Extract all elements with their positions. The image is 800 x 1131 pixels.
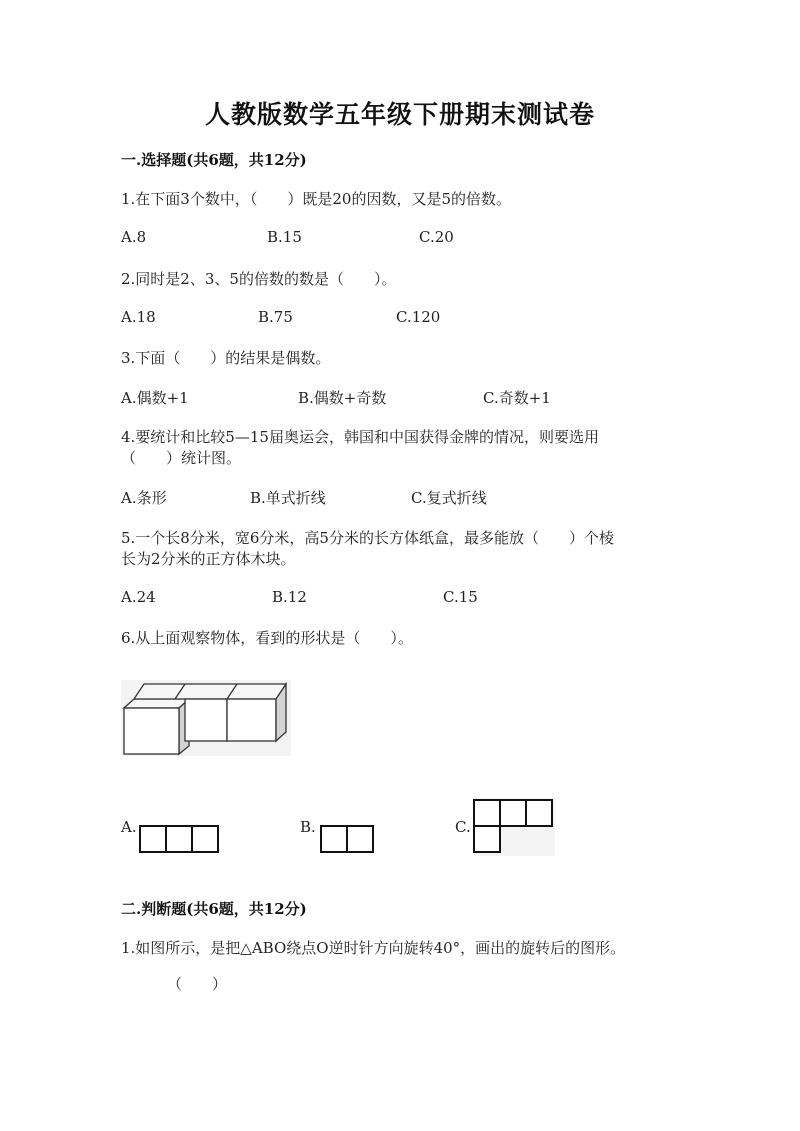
question-2-option-c: C.120	[396, 308, 441, 326]
question-2-text: 2.同时是2、3、5的倍数的数是（ ）。	[121, 270, 397, 288]
question-5-text-line2: 长为2分米的正方体木块。	[121, 550, 296, 568]
question-4-option-b: B.单式折线	[250, 489, 326, 507]
option-b-two-squares-figure	[320, 825, 374, 853]
option-a-three-squares-figure	[139, 825, 219, 853]
question-3-option-b: B.偶数+奇数	[298, 389, 387, 407]
question-1-option-c: C.20	[419, 228, 454, 246]
section-heading-choice: 一.选择题(共6题，共12分)	[121, 151, 307, 169]
question-4-text-line2: （ ）统计图。	[121, 449, 242, 467]
question-6-option-c: C.	[455, 818, 471, 836]
question-4-text-line1: 4.要统计和比较5—15届奥运会，韩国和中国获得金牌的情况，则要选用	[121, 428, 599, 446]
section-heading-judge: 二.判断题(共6题，共12分)	[121, 900, 307, 918]
question-3-option-a: A.偶数+1	[121, 389, 189, 407]
question-4-option-a: A.条形	[121, 489, 167, 507]
question-5-option-c: C.15	[443, 588, 478, 606]
question-4-option-c: C.复式折线	[411, 489, 487, 507]
question-5-option-b: B.12	[272, 588, 307, 606]
question-1-text: 1.在下面3个数中，（ ）既是20的因数，又是5的倍数。	[121, 190, 511, 208]
option-c-l-shape-figure	[473, 798, 555, 856]
question-6-text: 6.从上面观察物体，看到的形状是（ ）。	[121, 629, 413, 647]
question-6-option-b: B.	[300, 818, 316, 836]
question-1-option-b: B.15	[267, 228, 302, 246]
question-2-option-b: B.75	[258, 308, 293, 326]
question-3-text: 3.下面（ ）的结果是偶数。	[121, 349, 331, 367]
question-5-option-a: A.24	[121, 588, 156, 606]
judge-question-1-text: 1.如图所示，是把△ABO绕点O逆时针方向旋转40°，画出的旋转后的图形。	[121, 939, 626, 957]
judge-question-1-answer-blank: （ ）	[167, 975, 228, 993]
question-2-option-a: A.18	[121, 308, 156, 326]
page-title: 人教版数学五年级下册期末测试卷	[204, 100, 595, 129]
question-5-text-line1: 5.一个长8分米，宽6分米，高5分米的长方体纸盒，最多能放（ ）个棱	[121, 529, 614, 547]
cube-stack-figure	[121, 680, 291, 760]
question-1-option-a: A.8	[121, 228, 147, 246]
question-3-option-c: C.奇数+1	[483, 389, 551, 407]
question-6-option-a: A.	[121, 818, 137, 836]
